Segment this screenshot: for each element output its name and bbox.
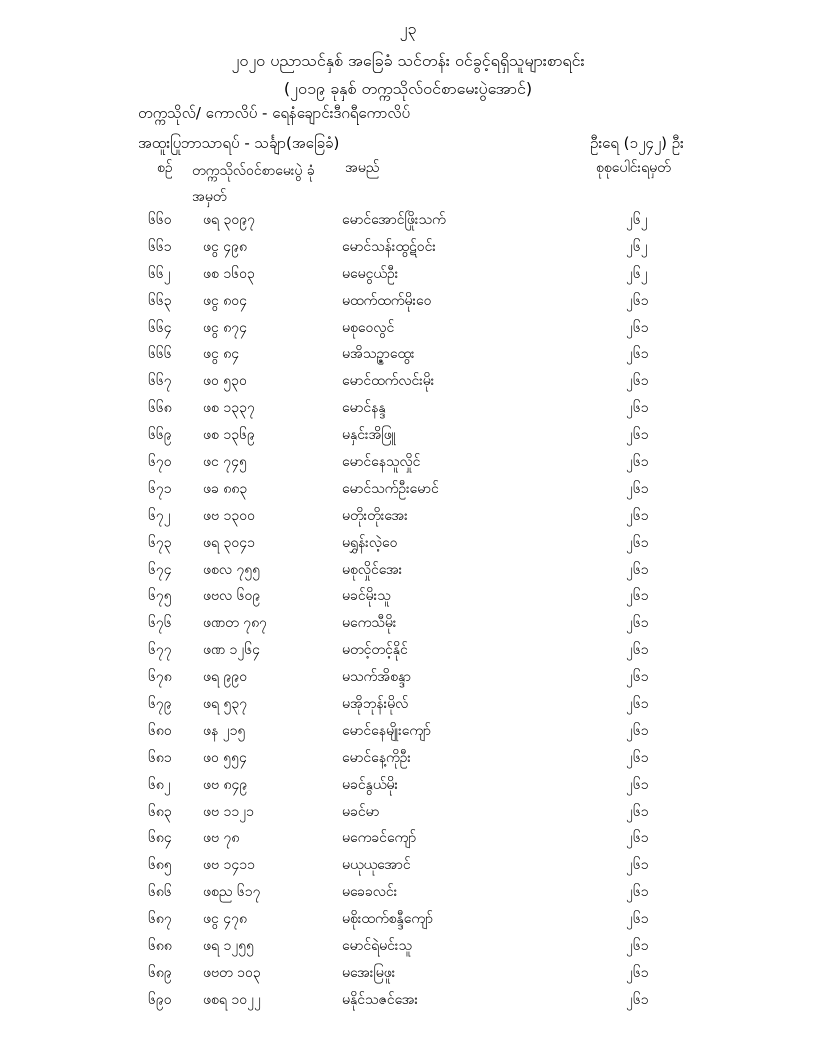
- row-number: ၆၈၅: [148, 857, 172, 874]
- table-row: [0, 452, 816, 479]
- table-row: [0, 748, 816, 775]
- student-name: မတိုးတိုးအေး: [342, 507, 408, 524]
- roll-number: ဖဏတ ၇၈၇: [203, 615, 267, 632]
- roll-number: ဖရ ၅၃၇: [203, 696, 248, 713]
- roll-number: ဖင ၇၄၅: [203, 454, 247, 471]
- table-row: [0, 264, 816, 291]
- roll-number: ဖစလ ၇၅၅: [203, 561, 261, 578]
- table-row: [0, 425, 816, 452]
- table-row: [0, 640, 816, 667]
- row-number: ၆၆၂: [148, 265, 171, 282]
- total-marks: ၂၆၁: [626, 857, 649, 874]
- total-marks: ၂၆၁: [626, 669, 649, 686]
- row-number: ၆၉၀: [148, 991, 172, 1008]
- roll-number: ဖငွ ၈၇၄: [203, 319, 247, 336]
- student-name: မောင်အောင်ဖြိုးသက်: [342, 212, 446, 228]
- table-row: [0, 237, 816, 264]
- subject-label: အထူးပြုဘာသာရပ် - သင်္ချာ(အခြေခံ): [138, 134, 340, 152]
- table-row: [0, 479, 816, 506]
- row-number: ၆၈၁: [148, 749, 172, 766]
- roll-number: ဖခ ၈၈၃: [203, 480, 248, 497]
- table-row: [0, 855, 816, 882]
- total-marks: ၂၆၁: [626, 507, 649, 524]
- total-marks: ၂၆၁: [626, 454, 649, 471]
- student-name: မောင်သက်ဦးမောင်: [342, 480, 439, 497]
- roll-number: ဖဗ ၁၁၂၁: [203, 803, 254, 820]
- student-name: မောင်နေသူလှိုင်: [342, 454, 421, 471]
- total-marks: ၂၆၁: [626, 722, 649, 739]
- roll-number: ဖဗ ၈၄၉: [203, 776, 248, 793]
- row-number: ၆၆၈: [148, 400, 172, 417]
- student-name: မကေခင်ကျော်: [342, 830, 417, 847]
- total-marks: ၂၆၁: [626, 696, 649, 713]
- roll-number: ဖရ ၉၉၀: [203, 669, 248, 686]
- row-number: ၆၈၄: [148, 830, 172, 847]
- table-row: [0, 828, 816, 855]
- total-marks: ၂၆၁: [626, 964, 649, 981]
- table-row: [0, 667, 816, 694]
- row-number: ၆၈၂: [148, 776, 171, 793]
- total-marks: ၂၆၁: [626, 938, 649, 955]
- student-name: မောင်ရဲမင်းသူ: [342, 938, 413, 955]
- table-row: [0, 909, 816, 936]
- student-name: မယုယုအောင်: [342, 857, 411, 874]
- roll-number: ဖဗ ၁၄၁၁: [203, 857, 255, 874]
- student-name: မစုဝေလွင်: [342, 319, 395, 336]
- student-name: မောင်သန်းထွဋ်ဝင်း: [342, 238, 436, 255]
- table-row: [0, 318, 816, 345]
- total-marks: ၂၆၁: [626, 884, 649, 901]
- page-number: ၂၃: [399, 19, 417, 38]
- row-number: ၆၇၂: [148, 507, 171, 524]
- table-row: [0, 533, 816, 560]
- roll-number: ဖဗ ၁၃၀၀: [203, 507, 255, 524]
- table-row: [0, 882, 816, 909]
- roll-number: ဖစည ၆၁၇: [203, 884, 261, 901]
- table-row: [0, 371, 816, 398]
- total-marks: ၂၆၁: [626, 480, 649, 497]
- student-name: မအေးမြဖူး: [342, 964, 396, 981]
- total-marks: ၂၆၁: [626, 911, 649, 928]
- total-marks: ၂၆၁: [626, 803, 649, 820]
- column-header-name: အမည်: [345, 160, 380, 176]
- table-row: [0, 936, 816, 963]
- row-number: ၆၆၀: [148, 212, 172, 228]
- roll-number: ဖဗ ၇၈: [203, 830, 240, 847]
- total-marks: ၂၆၂: [626, 265, 648, 282]
- row-number: ၆၆၄: [148, 319, 172, 336]
- row-number: ၆၇၃: [148, 534, 172, 551]
- student-name: မစိုးထက်စန္ဒီကျော်: [342, 911, 434, 928]
- student-name: မခေခလင်း: [342, 884, 398, 901]
- student-name: မတင့်တင့်နိုင်: [342, 642, 408, 659]
- row-number: ၆၈၇: [148, 911, 172, 928]
- row-number: ၆၇၇: [148, 642, 172, 659]
- total-marks: ၂၆၁: [626, 561, 649, 578]
- column-header-number: စဉ်: [157, 160, 173, 176]
- row-number: ၆၇၀: [148, 454, 172, 471]
- total-marks: ၂၆၁: [626, 400, 649, 417]
- roll-number: ဖငွ ၄၉၈: [203, 238, 247, 255]
- roll-number: ဖရ ၃၀၉၇: [203, 212, 255, 228]
- table-row: [0, 990, 816, 1017]
- student-name: မရွှန်းလဲ့ဝေ: [342, 534, 398, 551]
- roll-number: ဖစ ၁၃၆၉: [203, 427, 255, 444]
- roll-number: ဖစ ၁၆၀၃: [203, 265, 255, 282]
- column-header-roll-number: တက္ကသိုလ်ဝင်စာမေးပွဲ ခုံအမှတ်: [192, 163, 315, 205]
- student-name: မထက်ထက်မိုးဝေ: [342, 292, 432, 309]
- student-name: မအိုဘုန်းမိုလ်: [342, 696, 409, 713]
- student-name: မောင်နေမျိုးကျော်: [342, 722, 432, 739]
- table-row: [0, 586, 816, 613]
- table-row: [0, 398, 816, 425]
- roll-number: ဖဝ ၅၃၀: [203, 373, 247, 390]
- student-name: မနှင်းအိဖြူ: [342, 427, 396, 444]
- row-number: ၆၇၄: [148, 561, 172, 578]
- total-marks: ၂၆၁: [626, 427, 649, 444]
- student-count: ဦးရေ (၁၂၄၂) ဦး: [590, 134, 684, 152]
- roll-number: ဖဗလ ၆၀၉: [203, 588, 261, 605]
- row-number: ၆၇၉: [148, 696, 172, 713]
- row-number: ၆၈၉: [148, 964, 172, 981]
- roll-number: ဖဝ ၅၅၄: [203, 749, 247, 766]
- row-number: ၆၈၈: [148, 938, 172, 955]
- student-name: မောင်ထက်လင်းမိုး: [342, 373, 435, 390]
- total-marks: ၂၆၁: [626, 588, 649, 605]
- document-subtitle: (၂၀၁၉ ခုနှစ် တက္ကသိုလ်ဝင်စာမေးပွဲအောင်): [283, 79, 533, 98]
- roll-number: ဖရ ၃၀၄၁: [203, 534, 255, 551]
- row-number: ၆၆၉: [148, 427, 172, 444]
- total-marks: ၂၆၁: [626, 346, 649, 363]
- student-name: မနိုင်သဇင်အေး: [342, 991, 419, 1008]
- total-marks: ၂၆၁: [626, 615, 649, 632]
- roll-number: ဖငွ ၄၇၈: [203, 911, 247, 928]
- student-name: မောင်နန္ဒ: [342, 400, 386, 417]
- row-number: ၆၆၇: [148, 373, 172, 390]
- roll-number: ဖစ ၁၃၃၇: [203, 400, 255, 417]
- student-name: မောင်နေ့ကိုဦး: [342, 749, 411, 766]
- roll-number: ဖရ ၁၂၅၅: [203, 938, 254, 955]
- total-marks: ၂၆၁: [626, 373, 649, 390]
- table-row: [0, 291, 816, 318]
- student-name: မခင်မာ: [342, 803, 380, 820]
- row-number: ၆၇၆: [148, 615, 172, 632]
- table-row: [0, 613, 816, 640]
- school-name: တက္ကသိုလ်/ ကောလိပ် - ရေနံချောင်းဒီဂရီကောလိပ်: [138, 104, 411, 122]
- roll-number: ဖဏ ၁၂၆၄: [203, 642, 261, 659]
- student-name: မစုလှိုင်အေး: [342, 561, 403, 578]
- row-number: ၆၈၆: [148, 884, 172, 901]
- row-number: ၆၆၃: [148, 292, 172, 309]
- total-marks: ၂၆၁: [626, 830, 649, 847]
- roll-number: ဖန ၂၁၅: [203, 722, 246, 739]
- row-number: ၆၈၃: [148, 803, 172, 820]
- total-marks: ၂၆၁: [626, 749, 649, 766]
- total-marks: ၂၆၁: [626, 292, 649, 309]
- table-row: [0, 560, 816, 587]
- roll-number: ဖငွ ၈၄: [203, 346, 240, 363]
- table-row: [0, 963, 816, 990]
- table-row: [0, 506, 816, 533]
- row-number: ၆၇၈: [148, 669, 172, 686]
- student-name: မခင်နွယ်မိုး: [342, 776, 399, 793]
- total-marks: ၂၆၁: [626, 642, 649, 659]
- total-marks: ၂၆၁: [626, 319, 649, 336]
- total-marks: ၂၆၁: [626, 991, 649, 1008]
- table-row: [0, 210, 816, 237]
- row-number: ၆၈၀: [148, 722, 172, 739]
- row-number: ၆၇၅: [148, 588, 172, 605]
- document-title: ၂၀၂၀ ပညာသင်နှစ် အခြေခံ သင်တန်း ဝင်ခွင့်ရရှိသူများစာရင်း: [231, 51, 585, 70]
- student-name: မမေငွယ်ဦး: [342, 265, 399, 282]
- results-table: [0, 210, 816, 1017]
- total-marks: ၂၆၂: [626, 238, 648, 255]
- total-marks: ၂၆၁: [626, 534, 649, 551]
- student-name: မကေသီမိုး: [342, 615, 397, 632]
- column-header-total-marks: စုစုပေါင်းရမှတ်: [596, 160, 671, 176]
- row-number: ၆၆၁: [148, 238, 172, 255]
- table-row: [0, 802, 816, 829]
- student-name: မခင်မိုးသူ: [342, 588, 391, 605]
- table-row: [0, 721, 816, 748]
- student-name: မအိသဉ္ဇာထွေး: [342, 346, 415, 363]
- roll-number: ဖငွ ၈၀၄: [203, 292, 247, 309]
- roll-number: ဖစရ ၁၀၂၂: [203, 991, 261, 1008]
- total-marks: ၂၆၁: [626, 776, 649, 793]
- student-name: မသက်အိစန္ဒာ: [342, 669, 411, 686]
- table-row: [0, 775, 816, 802]
- table-row: [0, 694, 816, 721]
- roll-number: ဖဗတ ၁၀၃: [203, 964, 261, 981]
- total-marks: ၂၆၂: [626, 212, 648, 228]
- row-number: ၆၆၆: [148, 346, 172, 363]
- row-number: ၆၇၁: [148, 480, 172, 497]
- table-row: [0, 344, 816, 371]
